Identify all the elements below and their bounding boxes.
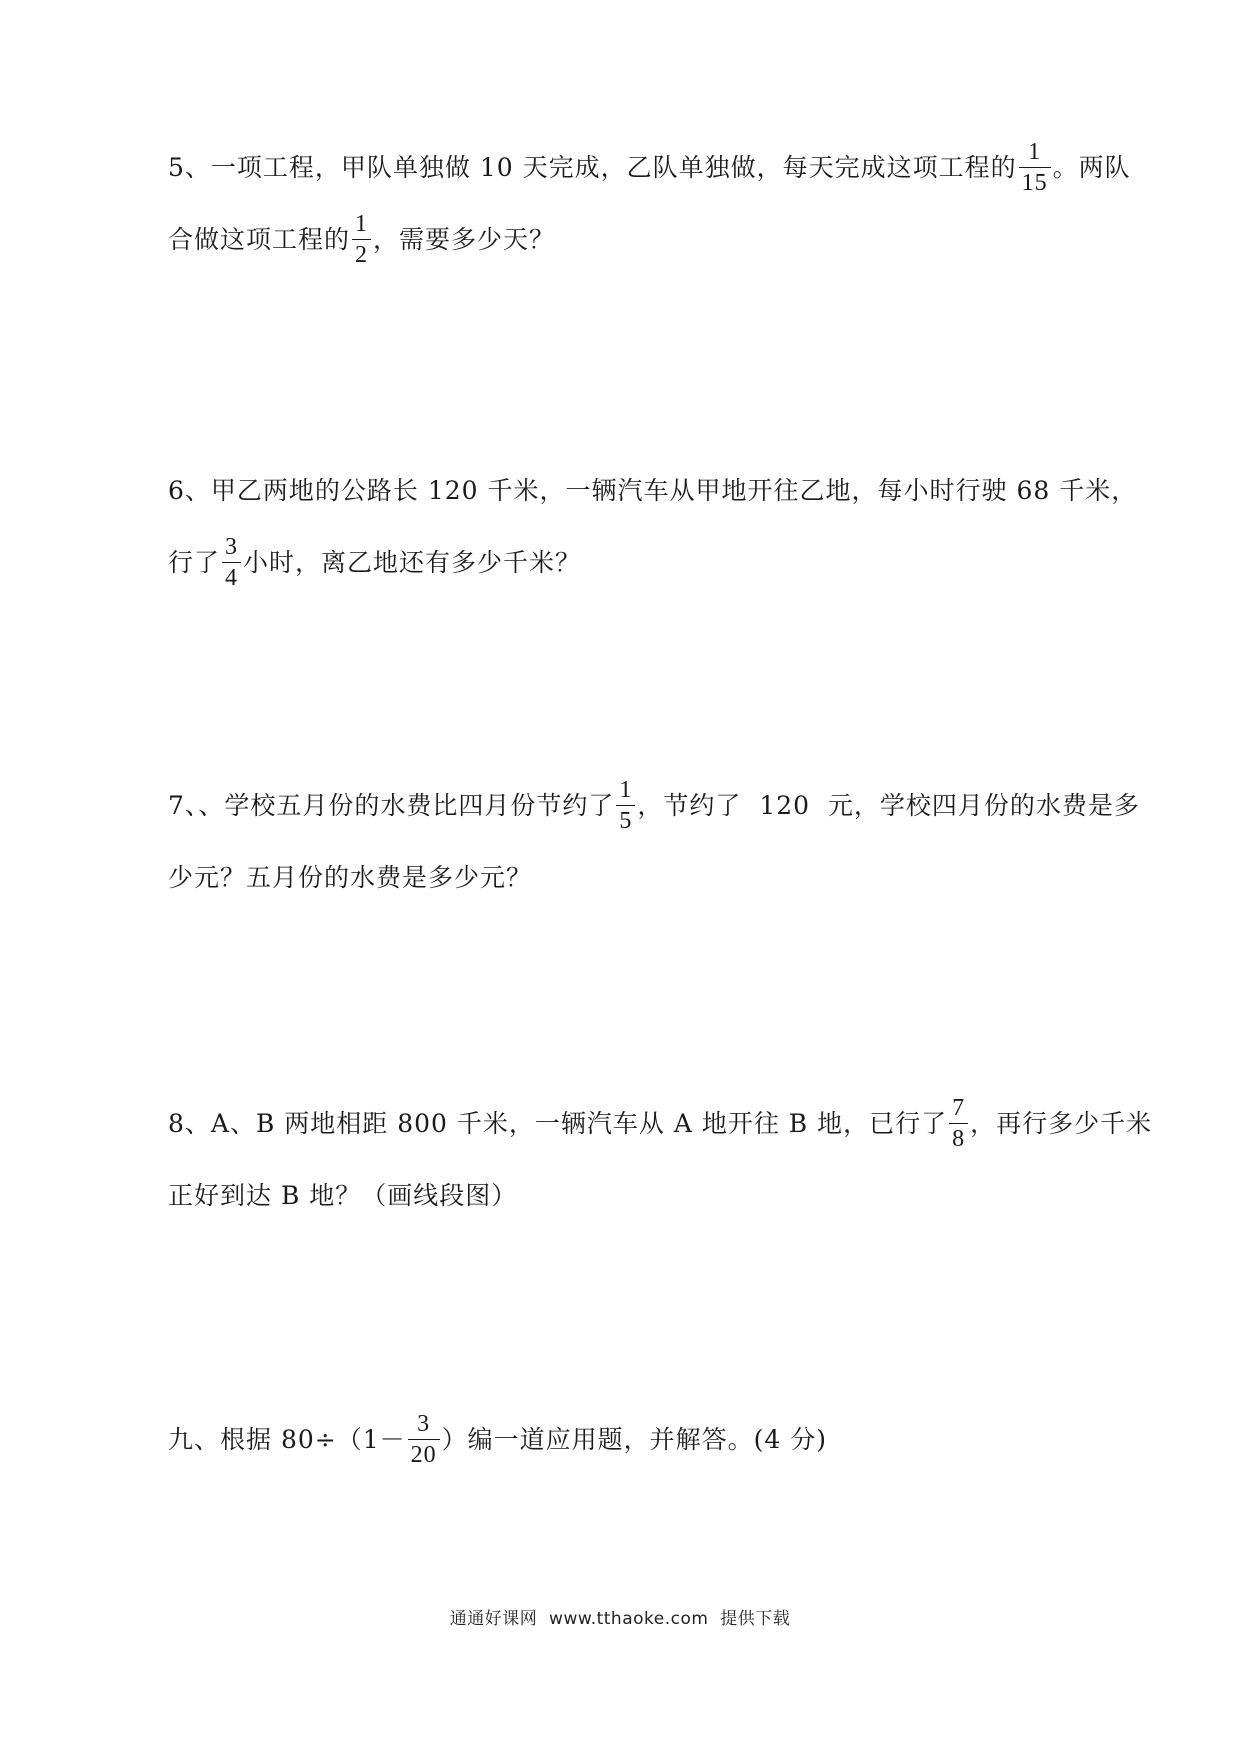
fraction-denominator: 8	[952, 1126, 966, 1152]
fraction-3-4	[222, 532, 241, 593]
problem-9-line-1	[168, 1404, 1088, 1476]
fraction-numerator: 1	[616, 775, 635, 806]
fraction-numerator: 7	[949, 1093, 968, 1124]
problem-8-line-2	[168, 1160, 1088, 1232]
problem-8	[168, 1088, 1153, 1232]
fraction-numerator: 3	[222, 532, 241, 563]
fraction-numerator: 1	[1019, 137, 1051, 168]
problem-5-text-2b: ，需要多少天？	[373, 225, 556, 254]
problem-8-text-1b: ，再行多少千米	[970, 1109, 1153, 1138]
problem-8-text-1a: 8、A、B 两地相距 800 千米，一辆汽车从 A 地开往 B 地，已行了	[168, 1109, 948, 1138]
fraction-1-2	[352, 209, 371, 270]
fraction-3-20	[408, 1409, 440, 1470]
problem-6-line-1	[168, 455, 1138, 527]
fraction-denominator: 2	[355, 242, 369, 268]
problem-5-text-1a: 5、一项工程，甲队单独做 10 天完成，乙队单独做，每天完成这项工程的	[168, 153, 1017, 182]
fraction-denominator: 5	[619, 808, 633, 834]
fraction-numerator: 1	[352, 209, 371, 240]
problem-9	[168, 1404, 1088, 1476]
problem-6	[168, 455, 1138, 599]
problem-6-line-2	[168, 527, 1088, 599]
problem-7-line-1	[168, 770, 1140, 842]
problem-6-text-1: 6、甲乙两地的公路长 120 千米，一辆汽车从甲地开往乙地，每小时行驶 68 千米，	[168, 476, 1138, 505]
problem-7	[168, 770, 1140, 914]
problem-5	[168, 132, 1131, 276]
fraction-numerator: 3	[408, 1409, 440, 1440]
problem-9-text-1b: ）编一道应用题，并解答。(4 分)	[441, 1425, 827, 1454]
fraction-denominator: 4	[225, 565, 239, 591]
problem-7-text-2: 少元？五月份的水费是多少元？	[168, 863, 533, 892]
problem-8-line-1	[168, 1088, 1153, 1160]
problem-5-line-1	[168, 132, 1131, 204]
problem-8-text-2: 正好到达 B 地？（画线段图）	[168, 1181, 518, 1210]
footer-source-note: 通通好课网 www.tthaoke.com 提供下载	[449, 1609, 791, 1629]
fraction-7-8	[949, 1093, 968, 1154]
problem-9-text-1a: 九、根据 80÷（1－	[168, 1425, 406, 1454]
problem-7-line-2	[168, 842, 1088, 914]
fraction-1-5	[616, 775, 635, 836]
problem-5-text-2a: 合做这项工程的	[168, 225, 351, 254]
problem-7-text-1a: 7、、学校五月份的水费比四月份节约了	[168, 791, 615, 820]
fraction-1-15	[1019, 137, 1051, 198]
problem-6-text-2a: 行了	[168, 548, 221, 577]
fraction-denominator: 20	[410, 1442, 437, 1468]
problem-5-text-1b: 。两队	[1052, 153, 1131, 182]
problem-7-text-1b: ，节约了 120 元，学校四月份的水费是多	[637, 791, 1140, 820]
fraction-denominator: 15	[1021, 170, 1048, 196]
problem-5-line-2	[168, 204, 1088, 276]
problem-6-text-2b: 小时，离乙地还有多少千米？	[243, 548, 582, 577]
